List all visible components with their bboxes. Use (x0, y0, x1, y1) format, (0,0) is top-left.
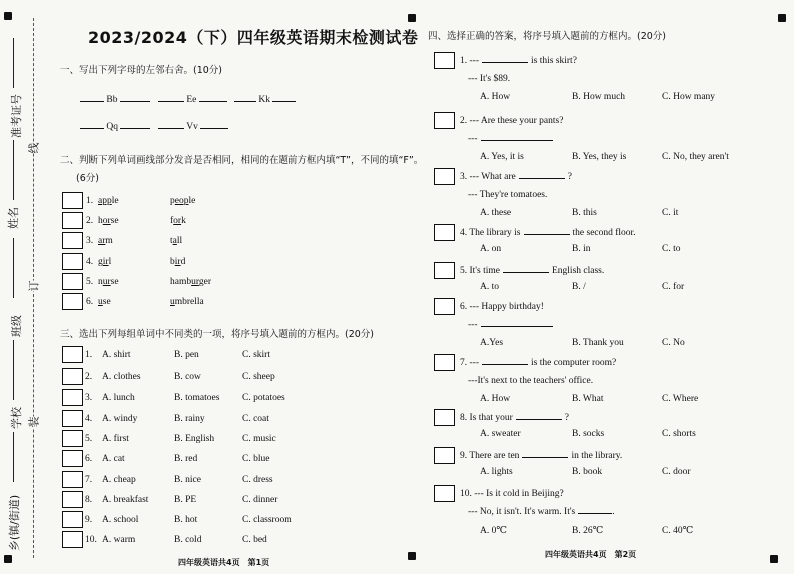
bind-char-ding: 订 (27, 280, 41, 292)
answer-box[interactable] (434, 52, 455, 69)
item-number: 8. (85, 495, 93, 505)
answer-box[interactable] (434, 112, 455, 129)
response-text: --- They're tomatoes. (468, 190, 548, 200)
item-number: 3. (85, 393, 93, 403)
option-b: B. this (572, 208, 597, 218)
item-number: 3. (86, 236, 94, 246)
question-text (460, 266, 604, 276)
period-mark: . (612, 507, 615, 517)
letter-text: Vv (186, 122, 198, 132)
footer-right: 四年级英语共4页 第2页 (545, 550, 637, 559)
option-b: B. tomatoes (174, 393, 220, 403)
option-b: B. nice (174, 475, 201, 485)
option-a: A. on (480, 244, 502, 254)
option-a: A. these (480, 208, 512, 218)
question-stem: 10. --- Is it cold in Beijing? (460, 489, 564, 499)
answer-box[interactable] (62, 450, 83, 467)
class-line (13, 238, 14, 298)
question-stem: 8. Is that your (460, 413, 513, 423)
letter-text: Bb (106, 95, 118, 105)
letter-item (234, 95, 296, 105)
word-b: people (170, 196, 196, 206)
binding-margin (0, 0, 48, 574)
punch-hole (4, 555, 12, 563)
option-b: B. cow (174, 372, 201, 382)
item-number: 1. (85, 350, 93, 360)
item-number: 5. (85, 434, 93, 444)
answer-box[interactable] (62, 368, 83, 385)
school-line (13, 340, 14, 400)
option-c: C. coat (242, 414, 269, 424)
item-number: 5. (86, 277, 94, 287)
letter-item (158, 95, 227, 105)
question-tail: is this skirt? (531, 56, 577, 66)
option-b: B. How much (572, 92, 626, 102)
option-b: B. cold (174, 535, 202, 545)
answer-box[interactable] (434, 354, 455, 371)
answer-blank (482, 364, 528, 365)
word-a: apple (98, 196, 119, 206)
option-c: C. bed (242, 535, 267, 545)
item-number: 2. (85, 372, 93, 382)
word-b: bird (170, 257, 186, 267)
item-number: 2. (86, 216, 94, 226)
option-c: C. dinner (242, 495, 278, 505)
answer-box[interactable] (62, 293, 83, 310)
response-text: --- (468, 134, 478, 144)
item-number: 4. (86, 257, 94, 267)
word-a: arm (98, 236, 113, 246)
page-title: 2023/2024（下）四年级英语期末检测试卷 (88, 28, 419, 47)
option-a: A. How (480, 394, 511, 404)
class-label: 班级 (10, 315, 23, 337)
exam-number-label: 准考证号 (10, 94, 23, 138)
answer-blank (482, 62, 528, 63)
answer-box[interactable] (62, 471, 83, 488)
option-b: B. English (174, 434, 215, 444)
part4-heading: 四、选择正确的答案，将序号填入题前的方框内。(20分) (428, 31, 667, 42)
response-text: --- (468, 320, 478, 330)
option-a: A.Yes (480, 338, 504, 348)
option-b: B. / (572, 282, 586, 292)
item-number: 1. (86, 196, 94, 206)
option-b: B. hot (174, 515, 198, 525)
question-text (460, 172, 572, 182)
option-a: A. cheap (102, 475, 136, 485)
option-a: A. warm (102, 535, 136, 545)
option-a: A. clothes (102, 372, 141, 382)
option-b: B. PE (174, 495, 197, 505)
response-text: --- It's $89. (468, 74, 511, 84)
question-stem: 2. --- Are these your pants? (460, 116, 564, 126)
option-c: C. it (662, 208, 679, 218)
question-tail: is the computer room? (531, 358, 617, 368)
answer-box[interactable] (62, 511, 83, 528)
school-label: 学校 (10, 407, 23, 429)
punch-hole (4, 12, 12, 20)
question-response (468, 320, 553, 330)
answer-box[interactable] (434, 409, 455, 426)
question-text (460, 116, 563, 126)
answer-box[interactable] (434, 262, 455, 279)
option-a: A. lights (480, 467, 513, 477)
option-c: C. sheep (242, 372, 275, 382)
question-text (460, 228, 636, 238)
exam-number-line (13, 38, 14, 88)
answer-box[interactable] (62, 531, 83, 548)
question-tail: in the library. (571, 451, 623, 461)
question-stem: 9. There are ten (460, 451, 520, 461)
question-stem: 1. --- (460, 56, 479, 66)
option-a: A. lunch (102, 393, 135, 403)
question-text (460, 451, 622, 461)
option-c: C. classroom (242, 515, 292, 525)
option-b: B. Yes, they is (572, 152, 627, 162)
question-tail: English class. (551, 266, 605, 276)
answer-box[interactable] (62, 253, 83, 270)
option-a: A. windy (102, 414, 138, 424)
question-response (468, 74, 510, 84)
answer-box[interactable] (434, 447, 455, 464)
word-a: use (98, 297, 111, 307)
question-stem: 4. The library is (460, 228, 521, 238)
option-c: C. skirt (242, 350, 270, 360)
question-stem: 5. It's time (460, 266, 500, 276)
letter-text: Qq (106, 122, 118, 132)
option-c: C. dress (242, 475, 273, 485)
answer-box[interactable] (434, 485, 455, 502)
option-a: A. school (102, 515, 139, 525)
letter-text: Ee (186, 95, 197, 105)
option-b: B. pen (174, 350, 199, 360)
word-a: horse (98, 216, 119, 226)
letter-text: Kk (258, 95, 270, 105)
option-c: C. blue (242, 454, 270, 464)
part2-score: (6分) (76, 173, 99, 184)
name-label: 姓名 (7, 207, 20, 229)
item-number: 7. (85, 475, 93, 485)
question-text (460, 489, 564, 499)
option-b: B. 26℃ (572, 526, 604, 536)
punch-hole (770, 555, 778, 563)
answer-box[interactable] (62, 192, 83, 209)
answer-blank (524, 234, 570, 235)
option-c: C. for (662, 282, 685, 292)
option-a: A. sweater (480, 429, 521, 439)
option-c: C. Where (662, 394, 699, 404)
part2-heading: 二、判断下列单词画线部分发音是否相同，相同的在题前方框内填“T”，不同的填“F”。 (60, 155, 424, 166)
word-a: nurse (98, 277, 119, 287)
answer-box[interactable] (434, 224, 455, 241)
district-label: 乡(镇/街道) (8, 494, 22, 552)
footer-left: 四年级英语共4页 第1页 (178, 558, 270, 567)
option-c: C. 40℃ (662, 526, 694, 536)
part1-heading: 一、写出下列字母的左邻右舍。(10分) (60, 65, 223, 76)
answer-blank (516, 419, 562, 420)
option-c: C. How many (662, 92, 716, 102)
item-number: 9. (85, 515, 93, 525)
option-a: A. breakfast (102, 495, 149, 505)
option-c: C. to (662, 244, 681, 254)
answer-box[interactable] (62, 273, 83, 290)
answer-blank (522, 457, 568, 458)
option-c: C. No, they aren't (662, 152, 729, 162)
answer-box[interactable] (62, 430, 83, 447)
option-b: B. What (572, 394, 604, 404)
response-text: ---It's next to the teachers' office. (468, 376, 594, 386)
answer-blank (481, 140, 553, 141)
option-c: C. door (662, 467, 691, 477)
word-b: umbrella (170, 297, 204, 307)
option-b: B. red (174, 454, 198, 464)
option-b: B. socks (572, 429, 605, 439)
answer-blank (578, 513, 612, 514)
letter-item (80, 122, 150, 132)
option-b: B. Thank you (572, 338, 624, 348)
option-b: B. rainy (174, 414, 205, 424)
option-a: A. How (480, 92, 511, 102)
punch-hole (778, 14, 786, 22)
question-stem: 6. --- Happy birthday! (460, 302, 544, 312)
option-a: A. to (480, 282, 499, 292)
name-line (13, 140, 14, 200)
word-b: tall (170, 236, 183, 246)
question-text (460, 302, 544, 312)
answer-box[interactable] (62, 410, 83, 427)
answer-box[interactable] (434, 298, 455, 315)
option-c: C. potatoes (242, 393, 285, 403)
response-text: --- No, it isn't. It's warm. It's (468, 507, 576, 517)
option-a: A. Yes, it is (480, 152, 524, 162)
question-response (468, 134, 553, 144)
question-response (468, 190, 547, 200)
letter-item (80, 95, 150, 105)
question-tail: ? (567, 172, 572, 182)
answer-box[interactable] (62, 346, 83, 363)
question-text (460, 413, 569, 423)
item-number: 4. (85, 414, 93, 424)
word-a: girl (98, 257, 112, 267)
district-line (13, 432, 14, 482)
item-number: 6. (85, 454, 93, 464)
letter-item (158, 122, 228, 132)
word-b: fork (170, 216, 186, 226)
word-b: hamburger (170, 277, 211, 287)
question-stem: 3. --- What are (460, 172, 516, 182)
answer-box[interactable] (62, 232, 83, 249)
punch-hole (408, 552, 416, 560)
answer-box[interactable] (434, 168, 455, 185)
question-response (468, 376, 593, 386)
bind-char-zhuang: 装 (27, 416, 41, 428)
option-b: B. book (572, 467, 603, 477)
question-text (460, 358, 616, 368)
question-text (460, 56, 577, 66)
option-b: B. in (572, 244, 591, 254)
part3-heading: 三、选出下列每组单词中不同类的一项，将序号填入题前的方框内。(20分) (60, 329, 375, 340)
answer-box[interactable] (62, 212, 83, 229)
punch-hole (408, 14, 416, 22)
bind-char-line: 线 (27, 142, 41, 154)
question-tail: ? (564, 413, 569, 423)
option-a: A. cat (102, 454, 125, 464)
option-c: C. music (242, 434, 276, 444)
item-number: 10. (85, 535, 97, 545)
question-stem: 7. --- (460, 358, 479, 368)
option-a: A. first (102, 434, 129, 444)
answer-blank (519, 178, 565, 179)
question-tail: the second floor. (572, 228, 636, 238)
option-c: C. No (662, 338, 685, 348)
item-number: 6. (86, 297, 94, 307)
answer-box[interactable] (62, 491, 83, 508)
answer-box[interactable] (62, 389, 83, 406)
option-a: A. shirt (102, 350, 131, 360)
answer-blank (503, 272, 549, 273)
question-response (468, 507, 615, 517)
option-a: A. 0℃ (480, 526, 507, 536)
option-c: C. shorts (662, 429, 696, 439)
answer-blank (481, 326, 553, 327)
